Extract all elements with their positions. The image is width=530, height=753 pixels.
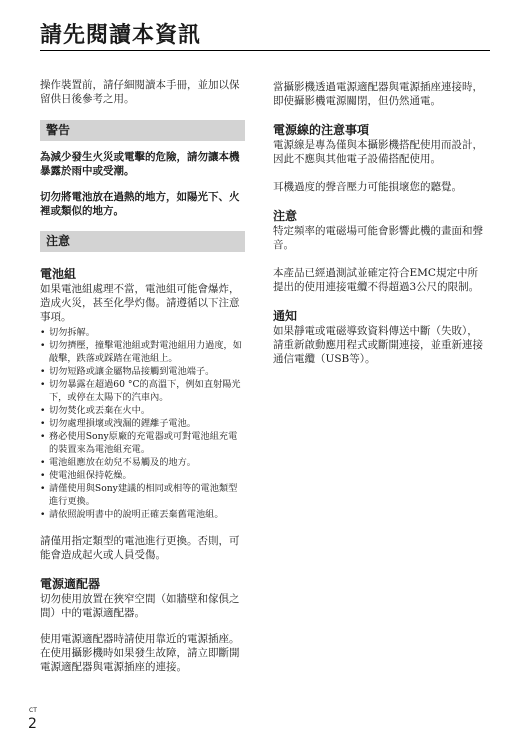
adapter-continued-text: 當攝影機透過電源適配器與電源插座連接時，即使攝影機電源關閉，但仍然通電。 <box>273 81 483 107</box>
intro-text: 操作裝置前，請仔細閱讀本手冊，並加以保留供日後參考之用。 <box>40 79 240 105</box>
page-number: 2 <box>28 716 37 732</box>
list-item: • 請依照說明書中的說明正確丟棄舊電池組。 <box>40 508 245 521</box>
left-column <box>40 78 245 674</box>
battery-replace-text: 請僅用指定類型的電池進行更換。否則，可能會造成起火或人員受傷。 <box>40 535 240 561</box>
list-item: • 務必使用Sony原廠的充電器或可對電池組充電的裝置來為電池組充電。 <box>40 430 245 456</box>
list-item: • 使電池組保持乾燥。 <box>40 469 245 482</box>
caution-heading: 注意 <box>40 231 245 252</box>
warning-heading: 警告 <box>40 120 245 141</box>
notification-heading: 通知 <box>273 309 298 323</box>
page-title: 請先閱讀本資訊 <box>40 23 202 48</box>
warning-text-2: 切勿將電池放在過熱的地方，如陽光下、火裡或類似的地方。 <box>40 191 240 217</box>
title-rule <box>40 50 490 51</box>
warning-text-1: 為減少發生火災或電擊的危險，請勿讓本機暴露於雨中或受潮。 <box>40 151 240 177</box>
notice-heading: 注意 <box>273 209 298 223</box>
earphone-text: 耳機過度的聲音壓力可能損壞您的聽覺。 <box>273 181 462 193</box>
cord-text: 電源線是專為僅與本攝影機搭配使用而設計，因此不應與其他電子設備搭配使用。 <box>273 139 483 165</box>
battery-heading: 電池組 <box>40 267 77 281</box>
adapter-text-1: 切勿使用放置在狹窄空間（如牆壁和傢俱之間）中的電源適配器。 <box>40 593 240 619</box>
notice-text-1: 特定頻率的電磁場可能會影響此機的畫面和聲音。 <box>273 225 483 251</box>
battery-list <box>40 326 245 521</box>
list-item: • 切勿處理損壞或洩漏的鋰離子電池。 <box>40 417 245 430</box>
adapter-heading: 電源適配器 <box>40 577 101 591</box>
language-code: CT <box>29 707 37 714</box>
battery-text: 如果電池組處理不當，電池組可能會爆炸，造成火災，甚至化學灼傷。請遵循以下注意事項。 <box>40 283 240 323</box>
list-item: • 切勿擠壓，撞擊電池組或對電池組用力過度，如敲擊，跌落或踩踏在電池組上。 <box>40 339 245 365</box>
cord-heading: 電源線的注意事項 <box>273 123 370 137</box>
list-item: • 切勿拆解。 <box>40 326 245 339</box>
adapter-text-2: 使用電源適配器時請使用靠近的電源插座。在使用攝影機時如果發生故障，請立即斷開電源適配器與電源插座的連接。 <box>40 633 240 673</box>
list-item: • 切勿焚化或丟棄在火中。 <box>40 404 245 417</box>
list-item: • 切勿暴露在超過60 °C的高溫下，例如直射陽光下，或停在太陽下的汽車內。 <box>40 378 245 404</box>
right-column <box>273 78 483 366</box>
list-item: • 切勿短路或讓金屬物品接觸到電池端子。 <box>40 365 245 378</box>
list-item: • 請僅使用與Sony建議的相同或相等的電池類型進行更換。 <box>40 482 245 508</box>
notice-text-2: 本產品已經過測試並確定符合EMC規定中所提出的使用連接電纜不得超過3公尺的限制。 <box>273 267 480 293</box>
notification-text: 如果靜電或電磁導致資料傳送中斷（失敗），請重新啟動應用程式或斷開連接，並重新連接通信電纜（USB等）。 <box>273 325 483 365</box>
list-item: • 電池組應放在幼兒不易觸及的地方。 <box>40 456 245 469</box>
